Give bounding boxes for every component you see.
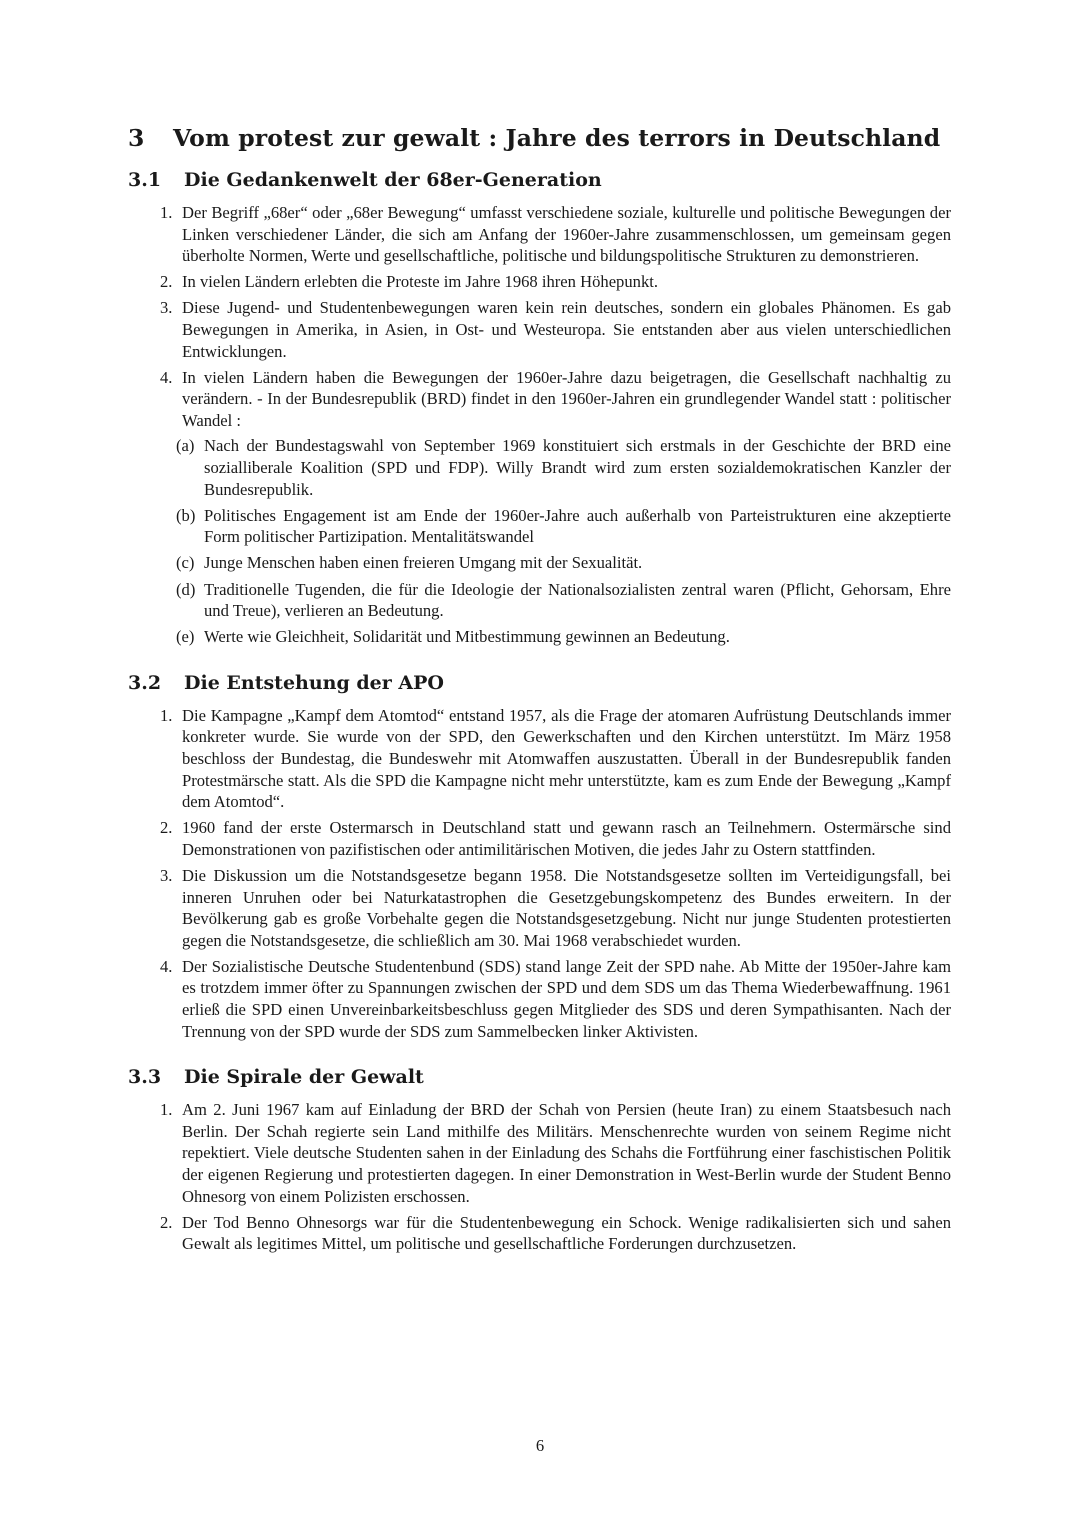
- item-number: 1.: [160, 1100, 173, 1120]
- item-text: Der Begriff „68er“ oder „68er Bewegung“ umfasst verschiedene soziale, kulturelle und politische Bewegungen der Linken verschiedener Länder, die sich am Anfang der 1960er-Jahre zusammenschlossen, um gemeinsam gegen überholte Normen, Werte und gesellschaftliche, politische und bildungspolitische Strukturen zu demonstrieren.: [182, 203, 951, 266]
- section-number: 3.1: [128, 169, 162, 191]
- numbered-list: [128, 705, 951, 1042]
- sub-item-text: Nach der Bundestagswahl von September 1969 konstituiert sich erstmals in der Geschichte der BRD eine sozialliberale Koalition (SPD und FDP). Willy Brandt wird zum ersten sozialdemokratischen Kanzler der Bundesrepublik.: [204, 436, 951, 499]
- chapter-title: Vom protest zur gewalt : Jahre des terrors in Deutschland: [173, 124, 941, 152]
- section-heading: [128, 671, 951, 695]
- item-number: 3.: [160, 298, 173, 318]
- sub-item-letter: (c): [176, 553, 195, 573]
- item-number: 1.: [160, 203, 173, 222]
- item-text: 1960 fand der erste Ostermarsch in Deutschland statt und gewann rasch an Teilnehmern. Ostermärsche sind Demonstrationen von pazifistischen oder antimilitärischen Motiven, die jedes Jahr zu Ostern stattfinden.: [182, 818, 951, 859]
- sub-item-letter: (d): [176, 579, 196, 599]
- item-text: Der Sozialistische Deutsche Studentenbund (SDS) stand lange Zeit der SPD nahe. Ab Mitte der 1950er-Jahre kam es trotzdem immer öfter zu Spannungen zwischen der SPD und dem SDS um das Thema Wiederbewaffnung. 1961 erließ die SPD einen Unvereinbarkeitsbeschluss gegen Mitglieder des SDS und deren Sympathisanten. Nach der Trennung von der SPD wurde der SDS zum Sammelbecken linker Aktivisten.: [182, 956, 951, 1041]
- item-number: 4.: [160, 367, 173, 387]
- section-3-1: [128, 168, 951, 648]
- section-number: 3.2: [128, 671, 162, 694]
- page-content: [128, 122, 951, 1278]
- list-item: [128, 271, 951, 293]
- item-number: 4.: [160, 956, 173, 976]
- numbered-list: [128, 202, 951, 648]
- item-number: 2.: [160, 818, 173, 838]
- item-number: 1.: [160, 705, 173, 725]
- sub-item-letter: (b): [176, 505, 196, 525]
- numbered-list: [128, 1099, 951, 1255]
- item-text: Die Diskussion um die Notstandsgesetze begann 1958. Die Notstandsgesetze sollten im Verteidigungsfall, bei inneren Unruhen oder bei Naturkatastrophen die Gesetzgebungskompetenz des Bundes erweitern. In der Bevölkerung gab es große Vorbehalte gegen die Notstandsgesetzgebung. Nicht nur junge Studenten protestierten gegen die Notstandsgesetze, die schließlich am 30. Mai 1968 verabschiedet wurden.: [182, 865, 951, 950]
- list-item: [128, 202, 951, 267]
- item-text: In vielen Ländern haben die Bewegungen der 1960er-Jahre dazu beigetragen, die Gesellschaft nachhaltig zu verändern. - In der Bundesrepublik (BRD) findet in den 1960er-Jahren ein grundlegender Wandel statt : politischer Wandel :: [182, 367, 951, 430]
- lettered-sublist: [176, 435, 951, 647]
- item-number: 2.: [160, 1212, 173, 1232]
- item-text: Diese Jugend- und Studentenbewegungen waren kein rein deutsches, sondern ein globales Phänomen. Es gab Bewegungen in Amerika, in Asien, in Ost- und Westeuropa. Sie entstanden aber aus vielen unterschiedlichen Entwicklungen.: [182, 298, 951, 361]
- section-heading: [128, 1065, 951, 1089]
- sub-item-letter: (e): [176, 627, 195, 647]
- list-item: [128, 865, 951, 951]
- sub-list-item: [176, 626, 951, 648]
- sub-list-item: [176, 579, 951, 622]
- chapter-heading: [128, 122, 951, 154]
- item-text: Der Tod Benno Ohnesorgs war für die Studentenbewegung ein Schock. Wenige radikalisierten sich und sahen Gewalt als legitimes Mittel, um politische und gesellschaftliche Forderungen durchzusetzen.: [182, 1212, 951, 1254]
- item-text: In vielen Ländern erlebten die Proteste im Jahre 1968 ihren Höhepunkt.: [182, 272, 659, 292]
- item-text: Am 2. Juni 1967 kam auf Einladung der BRD der Schah von Persien (heute Iran) zu einem Staatsbesuch nach Berlin. Der Schah regierte sein Land mithilfe des Militärs. Menschenrechte wurden von seinem Regime nicht repektiert. Viele deutsche Studenten sahen in der Einladung des Schahs die Fortführung einer faschistischen Politik der eigenen Regierung und protestierten dagegen. In einer Demonstration in West-Berlin wurde der Student Benno Ohnesorg von einem Polizisten erschossen.: [182, 1100, 951, 1206]
- item-number: 2.: [160, 272, 173, 292]
- section-3-3: [128, 1065, 951, 1255]
- chapter-number: 3: [128, 124, 145, 152]
- sub-item-letter: (a): [176, 436, 195, 456]
- list-item: [128, 1099, 951, 1207]
- section-heading: [128, 168, 951, 192]
- section-title: Die Entstehung der APO: [184, 671, 444, 694]
- sub-item-text: Werte wie Gleichheit, Solidarität und Mitbestimmung gewinnen an Bedeutung.: [204, 627, 730, 647]
- section-title: Die Gedankenwelt der 68er-Generation: [184, 169, 602, 191]
- sub-item-text: Traditionelle Tugenden, die für die Ideologie der Nationalsozialisten zentral waren (Pflicht, Gehorsam, Ehre und Treue), verlieren an Bedeutung.: [204, 579, 951, 621]
- sub-list-item: [176, 552, 951, 574]
- item-number: 3.: [160, 865, 173, 885]
- sub-item-text: Junge Menschen haben einen freieren Umgang mit der Sexualität.: [204, 553, 643, 573]
- section-title: Die Spirale der Gewalt: [184, 1066, 424, 1089]
- section-3-2: [128, 671, 951, 1042]
- list-item: [128, 705, 951, 813]
- list-item: [128, 297, 951, 362]
- sub-item-text: Politisches Engagement ist am Ende der 1960er-Jahre auch außerhalb von Parteistrukturen eine akzeptierte Form politischer Partizipation. Mentalitätswandel: [204, 505, 951, 547]
- item-text: Die Kampagne „Kampf dem Atomtod“ entstand 1957, als die Frage der atomaren Aufrüstung Deutschlands immer konkreter wurde. Sie wurde von der SPD, den Gewerkschaften und den Kirchen unterstützt. Im März 1958 beschloss der Bundestag, die Bundeswehr mit Atomwaffen auszustatten. Überall in der Bundesrepublik fanden Protestmärsche statt. Als die SPD die Kampagne nicht mehr unterstützte, kam es zum Ende der Bewegung „Kampf dem Atomtod“.: [182, 705, 951, 812]
- list-item: [128, 956, 951, 1042]
- section-number: 3.3: [128, 1066, 162, 1089]
- list-item: [128, 817, 951, 860]
- page-number: 6: [535, 1436, 545, 1455]
- sub-list-item: [176, 435, 951, 500]
- sub-list-item: [176, 505, 951, 548]
- list-item: [128, 1212, 951, 1255]
- list-item: [128, 367, 951, 648]
